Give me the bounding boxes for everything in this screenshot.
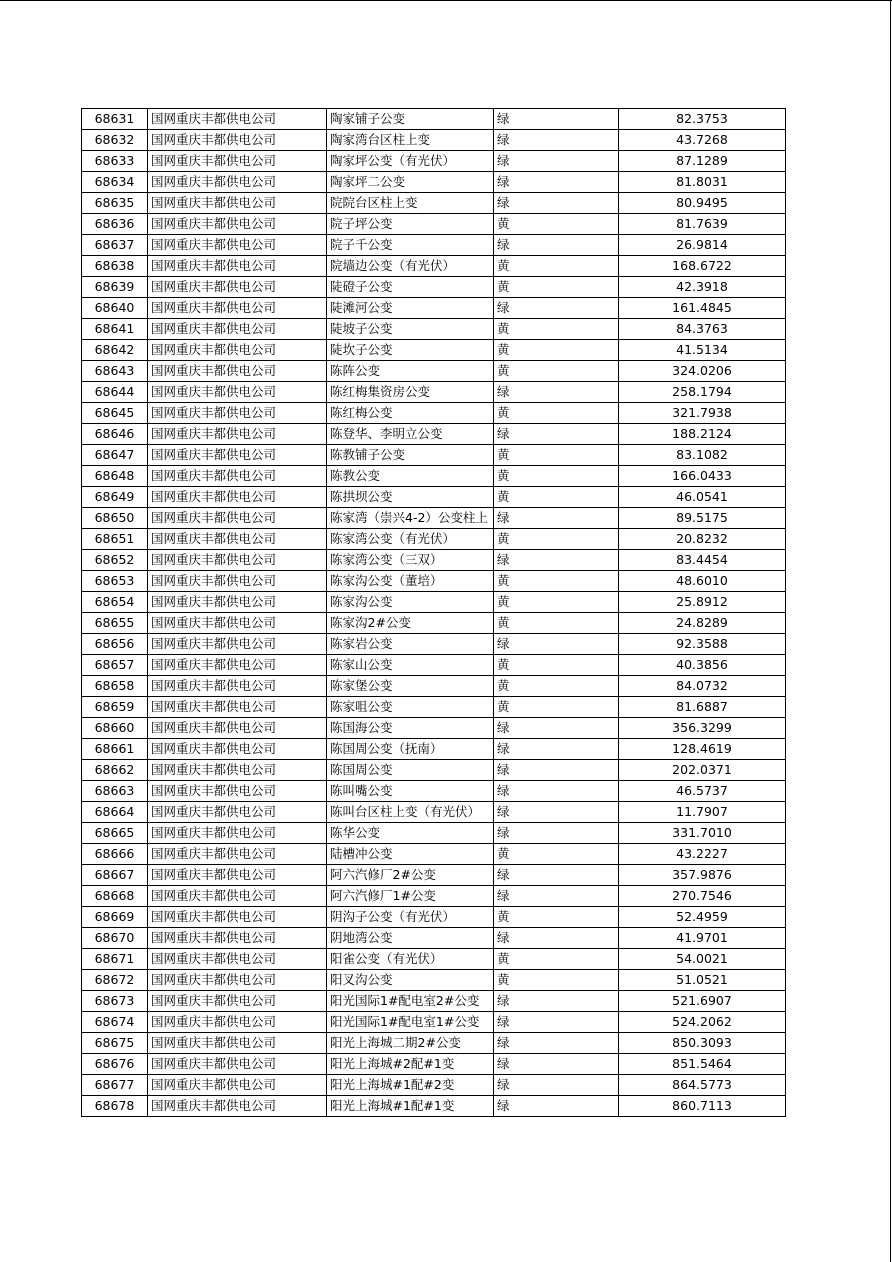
company-cell: 国网重庆丰都供电公司 — [148, 655, 327, 676]
row-id-cell: 68639 — [82, 277, 148, 298]
row-id-cell: 68654 — [82, 592, 148, 613]
value-cell: 188.2124 — [619, 424, 786, 445]
station-name-cell: 陈家湾公变（有光伏） — [327, 529, 494, 550]
status-cell: 黄 — [494, 340, 619, 361]
status-cell: 绿 — [494, 928, 619, 949]
station-name-cell: 陡磴子公变 — [327, 277, 494, 298]
table-row — [82, 550, 786, 571]
table-row — [82, 844, 786, 865]
station-name-cell: 陶家坪公变（有光伏） — [327, 151, 494, 172]
row-id-cell: 68666 — [82, 844, 148, 865]
station-name-cell: 陈家沟公变 — [327, 592, 494, 613]
value-cell: 80.9495 — [619, 193, 786, 214]
company-cell: 国网重庆丰都供电公司 — [148, 571, 327, 592]
value-cell: 41.9701 — [619, 928, 786, 949]
station-name-cell: 阿六汽修厂2#公变 — [327, 865, 494, 886]
value-cell: 270.7546 — [619, 886, 786, 907]
table-row — [82, 802, 786, 823]
station-name-cell: 陡坎子公变 — [327, 340, 494, 361]
table-row — [82, 613, 786, 634]
company-cell: 国网重庆丰都供电公司 — [148, 697, 327, 718]
status-cell: 绿 — [494, 991, 619, 1012]
value-cell: 42.3918 — [619, 277, 786, 298]
status-cell: 绿 — [494, 823, 619, 844]
row-id-cell: 68673 — [82, 991, 148, 1012]
status-cell: 绿 — [494, 739, 619, 760]
value-cell: 851.5464 — [619, 1054, 786, 1075]
value-cell: 89.5175 — [619, 508, 786, 529]
company-cell: 国网重庆丰都供电公司 — [148, 676, 327, 697]
table-row — [82, 214, 786, 235]
row-id-cell: 68655 — [82, 613, 148, 634]
value-cell: 43.7268 — [619, 130, 786, 151]
station-name-cell: 陡坡子公变 — [327, 319, 494, 340]
value-cell: 20.8232 — [619, 529, 786, 550]
company-cell: 国网重庆丰都供电公司 — [148, 466, 327, 487]
status-cell: 绿 — [494, 508, 619, 529]
table-row — [82, 760, 786, 781]
company-cell: 国网重庆丰都供电公司 — [148, 865, 327, 886]
status-cell: 绿 — [494, 1054, 619, 1075]
company-cell: 国网重庆丰都供电公司 — [148, 886, 327, 907]
status-cell: 绿 — [494, 1075, 619, 1096]
station-name-cell: 阳光国际1#配电室1#公变 — [327, 1012, 494, 1033]
station-name-cell: 陈红梅公变 — [327, 403, 494, 424]
value-cell: 128.4619 — [619, 739, 786, 760]
company-cell: 国网重庆丰都供电公司 — [148, 823, 327, 844]
company-cell: 国网重庆丰都供电公司 — [148, 487, 327, 508]
table-row — [82, 319, 786, 340]
value-cell: 24.8289 — [619, 613, 786, 634]
table-row — [82, 445, 786, 466]
value-cell: 46.5737 — [619, 781, 786, 802]
value-cell: 83.1082 — [619, 445, 786, 466]
status-cell: 绿 — [494, 718, 619, 739]
page-right-border — [890, 0, 891, 1262]
station-name-cell: 陈教铺子公变 — [327, 445, 494, 466]
row-id-cell: 68648 — [82, 466, 148, 487]
status-cell: 绿 — [494, 1033, 619, 1054]
table-body — [82, 109, 786, 1117]
station-name-cell: 阳光上海城二期2#公变 — [327, 1033, 494, 1054]
station-name-cell: 陈家堡公变 — [327, 676, 494, 697]
value-cell: 850.3093 — [619, 1033, 786, 1054]
station-name-cell: 阿六汽修厂1#公变 — [327, 886, 494, 907]
row-id-cell: 68669 — [82, 907, 148, 928]
company-cell: 国网重庆丰都供电公司 — [148, 403, 327, 424]
status-cell: 绿 — [494, 760, 619, 781]
company-cell: 国网重庆丰都供电公司 — [148, 718, 327, 739]
company-cell: 国网重庆丰都供电公司 — [148, 1033, 327, 1054]
station-name-cell: 陈家沟公变（董培） — [327, 571, 494, 592]
value-cell: 324.0206 — [619, 361, 786, 382]
company-cell: 国网重庆丰都供电公司 — [148, 907, 327, 928]
value-cell: 87.1289 — [619, 151, 786, 172]
row-id-cell: 68674 — [82, 1012, 148, 1033]
station-name-cell: 陶家湾台区柱上变 — [327, 130, 494, 151]
station-name-cell: 陈家湾公变（三双） — [327, 550, 494, 571]
status-cell: 绿 — [494, 193, 619, 214]
company-cell: 国网重庆丰都供电公司 — [148, 802, 327, 823]
station-name-cell: 阳光国际1#配电室2#公变 — [327, 991, 494, 1012]
table-row — [82, 697, 786, 718]
table-row — [82, 592, 786, 613]
company-cell: 国网重庆丰都供电公司 — [148, 550, 327, 571]
station-name-cell: 陈家咀公变 — [327, 697, 494, 718]
value-cell: 52.4959 — [619, 907, 786, 928]
station-name-cell: 陶家铺子公变 — [327, 109, 494, 130]
value-cell: 521.6907 — [619, 991, 786, 1012]
status-cell: 绿 — [494, 865, 619, 886]
row-id-cell: 68646 — [82, 424, 148, 445]
row-id-cell: 68641 — [82, 319, 148, 340]
table-row — [82, 781, 786, 802]
table-row — [82, 1096, 786, 1117]
row-id-cell: 68665 — [82, 823, 148, 844]
station-name-cell: 阴地湾公变 — [327, 928, 494, 949]
value-cell: 81.6887 — [619, 697, 786, 718]
value-cell: 92.3588 — [619, 634, 786, 655]
row-id-cell: 68671 — [82, 949, 148, 970]
value-cell: 356.3299 — [619, 718, 786, 739]
value-cell: 82.3753 — [619, 109, 786, 130]
table-row — [82, 487, 786, 508]
row-id-cell: 68643 — [82, 361, 148, 382]
table-row — [82, 298, 786, 319]
status-cell: 绿 — [494, 802, 619, 823]
table-row — [82, 466, 786, 487]
company-cell: 国网重庆丰都供电公司 — [148, 760, 327, 781]
station-name-cell: 陈家岩公变 — [327, 634, 494, 655]
status-cell: 黄 — [494, 361, 619, 382]
row-id-cell: 68659 — [82, 697, 148, 718]
status-cell: 黄 — [494, 256, 619, 277]
station-name-cell: 陈红梅集资房公变 — [327, 382, 494, 403]
station-name-cell: 院院台区柱上变 — [327, 193, 494, 214]
row-id-cell: 68664 — [82, 802, 148, 823]
station-name-cell: 陈国周公变 — [327, 760, 494, 781]
table-row — [82, 340, 786, 361]
status-cell: 绿 — [494, 550, 619, 571]
table-row — [82, 529, 786, 550]
station-name-cell: 阳雀公变（有光伏） — [327, 949, 494, 970]
table-row — [82, 361, 786, 382]
table-row — [82, 151, 786, 172]
table-row — [82, 193, 786, 214]
row-id-cell: 68668 — [82, 886, 148, 907]
station-name-cell: 阳光上海城#1配#1变 — [327, 1096, 494, 1117]
station-name-cell: 阳叉沟公变 — [327, 970, 494, 991]
company-cell: 国网重庆丰都供电公司 — [148, 235, 327, 256]
table-row — [82, 508, 786, 529]
row-id-cell: 68658 — [82, 676, 148, 697]
row-id-cell: 68632 — [82, 130, 148, 151]
table-row — [82, 655, 786, 676]
value-cell: 166.0433 — [619, 466, 786, 487]
company-cell: 国网重庆丰都供电公司 — [148, 928, 327, 949]
company-cell: 国网重庆丰都供电公司 — [148, 592, 327, 613]
row-id-cell: 68649 — [82, 487, 148, 508]
station-name-cell: 院子坪公变 — [327, 214, 494, 235]
table-row — [82, 865, 786, 886]
table-row — [82, 1012, 786, 1033]
row-id-cell: 68661 — [82, 739, 148, 760]
table-row — [82, 382, 786, 403]
row-id-cell: 68651 — [82, 529, 148, 550]
value-cell: 864.5773 — [619, 1075, 786, 1096]
table-row — [82, 928, 786, 949]
company-cell: 国网重庆丰都供电公司 — [148, 781, 327, 802]
status-cell: 黄 — [494, 214, 619, 235]
status-cell: 绿 — [494, 634, 619, 655]
row-id-cell: 68647 — [82, 445, 148, 466]
company-cell: 国网重庆丰都供电公司 — [148, 382, 327, 403]
row-id-cell: 68636 — [82, 214, 148, 235]
table-row — [82, 277, 786, 298]
station-name-cell: 院墙边公变（有光伏） — [327, 256, 494, 277]
company-cell: 国网重庆丰都供电公司 — [148, 970, 327, 991]
table-row — [82, 823, 786, 844]
table-row — [82, 109, 786, 130]
station-name-cell: 阳光上海城#2配#1变 — [327, 1054, 494, 1075]
row-id-cell: 68640 — [82, 298, 148, 319]
company-cell: 国网重庆丰都供电公司 — [148, 193, 327, 214]
value-cell: 161.4845 — [619, 298, 786, 319]
row-id-cell: 68662 — [82, 760, 148, 781]
company-cell: 国网重庆丰都供电公司 — [148, 109, 327, 130]
table-row — [82, 1075, 786, 1096]
company-cell: 国网重庆丰都供电公司 — [148, 949, 327, 970]
company-cell: 国网重庆丰都供电公司 — [148, 1054, 327, 1075]
status-cell: 黄 — [494, 655, 619, 676]
table-row — [82, 907, 786, 928]
company-cell: 国网重庆丰都供电公司 — [148, 529, 327, 550]
value-cell: 25.8912 — [619, 592, 786, 613]
company-cell: 国网重庆丰都供电公司 — [148, 172, 327, 193]
value-cell: 54.0021 — [619, 949, 786, 970]
table-row — [82, 886, 786, 907]
table-row — [82, 172, 786, 193]
company-cell: 国网重庆丰都供电公司 — [148, 277, 327, 298]
status-cell: 绿 — [494, 382, 619, 403]
status-cell: 黄 — [494, 613, 619, 634]
company-cell: 国网重庆丰都供电公司 — [148, 1096, 327, 1117]
status-cell: 绿 — [494, 172, 619, 193]
table-row — [82, 235, 786, 256]
status-cell: 黄 — [494, 487, 619, 508]
row-id-cell: 68663 — [82, 781, 148, 802]
station-name-cell: 院子千公变 — [327, 235, 494, 256]
company-cell: 国网重庆丰都供电公司 — [148, 319, 327, 340]
station-name-cell: 陈家沟2#公变 — [327, 613, 494, 634]
status-cell: 黄 — [494, 445, 619, 466]
company-cell: 国网重庆丰都供电公司 — [148, 340, 327, 361]
company-cell: 国网重庆丰都供电公司 — [148, 613, 327, 634]
company-cell: 国网重庆丰都供电公司 — [148, 424, 327, 445]
company-cell: 国网重庆丰都供电公司 — [148, 634, 327, 655]
table-row — [82, 718, 786, 739]
row-id-cell: 68660 — [82, 718, 148, 739]
company-cell: 国网重庆丰都供电公司 — [148, 151, 327, 172]
value-cell: 43.2227 — [619, 844, 786, 865]
status-cell: 绿 — [494, 235, 619, 256]
status-cell: 绿 — [494, 1012, 619, 1033]
company-cell: 国网重庆丰都供电公司 — [148, 508, 327, 529]
table-row — [82, 949, 786, 970]
table-row — [82, 739, 786, 760]
station-name-cell: 陈国周公变（抚南） — [327, 739, 494, 760]
station-name-cell: 陆槽冲公变 — [327, 844, 494, 865]
value-cell: 357.9876 — [619, 865, 786, 886]
value-cell: 321.7938 — [619, 403, 786, 424]
status-cell: 黄 — [494, 949, 619, 970]
row-id-cell: 68657 — [82, 655, 148, 676]
row-id-cell: 68677 — [82, 1075, 148, 1096]
row-id-cell: 68678 — [82, 1096, 148, 1117]
status-cell: 黄 — [494, 676, 619, 697]
status-cell: 绿 — [494, 109, 619, 130]
table-row — [82, 130, 786, 151]
value-cell: 84.0732 — [619, 676, 786, 697]
value-cell: 84.3763 — [619, 319, 786, 340]
company-cell: 国网重庆丰都供电公司 — [148, 445, 327, 466]
table-row — [82, 256, 786, 277]
row-id-cell: 68638 — [82, 256, 148, 277]
row-id-cell: 68653 — [82, 571, 148, 592]
value-cell: 202.0371 — [619, 760, 786, 781]
company-cell: 国网重庆丰都供电公司 — [148, 1075, 327, 1096]
station-name-cell: 陈国海公变 — [327, 718, 494, 739]
station-name-cell: 陈叫台区柱上变（有光伏） — [327, 802, 494, 823]
table-row — [82, 991, 786, 1012]
status-cell: 黄 — [494, 907, 619, 928]
station-name-cell: 陶家坪二公变 — [327, 172, 494, 193]
status-cell: 黄 — [494, 844, 619, 865]
row-id-cell: 68634 — [82, 172, 148, 193]
status-cell: 黄 — [494, 277, 619, 298]
value-cell: 51.0521 — [619, 970, 786, 991]
status-cell: 黄 — [494, 970, 619, 991]
value-cell: 26.9814 — [619, 235, 786, 256]
station-name-cell: 陈家山公变 — [327, 655, 494, 676]
table-row — [82, 634, 786, 655]
value-cell: 11.7907 — [619, 802, 786, 823]
value-cell: 83.4454 — [619, 550, 786, 571]
station-name-cell: 陈叫嘴公变 — [327, 781, 494, 802]
row-id-cell: 68642 — [82, 340, 148, 361]
row-id-cell: 68633 — [82, 151, 148, 172]
value-cell: 46.0541 — [619, 487, 786, 508]
status-cell: 黄 — [494, 697, 619, 718]
company-cell: 国网重庆丰都供电公司 — [148, 298, 327, 319]
station-name-cell: 阳光上海城#1配#2变 — [327, 1075, 494, 1096]
status-cell: 绿 — [494, 886, 619, 907]
page-top-border — [0, 0, 892, 1]
station-name-cell: 陈拱坝公变 — [327, 487, 494, 508]
value-cell: 81.8031 — [619, 172, 786, 193]
row-id-cell: 68667 — [82, 865, 148, 886]
table-row — [82, 1033, 786, 1054]
company-cell: 国网重庆丰都供电公司 — [148, 256, 327, 277]
value-cell: 524.2062 — [619, 1012, 786, 1033]
status-cell: 黄 — [494, 571, 619, 592]
value-cell: 258.1794 — [619, 382, 786, 403]
company-cell: 国网重庆丰都供电公司 — [148, 130, 327, 151]
value-cell: 331.7010 — [619, 823, 786, 844]
table-row — [82, 676, 786, 697]
status-cell: 绿 — [494, 151, 619, 172]
value-cell: 860.7113 — [619, 1096, 786, 1117]
row-id-cell: 68631 — [82, 109, 148, 130]
company-cell: 国网重庆丰都供电公司 — [148, 844, 327, 865]
row-id-cell: 68675 — [82, 1033, 148, 1054]
data-table — [81, 108, 786, 1117]
status-cell: 黄 — [494, 319, 619, 340]
status-cell: 黄 — [494, 529, 619, 550]
status-cell: 绿 — [494, 130, 619, 151]
table-row — [82, 970, 786, 991]
value-cell: 48.6010 — [619, 571, 786, 592]
row-id-cell: 68656 — [82, 634, 148, 655]
row-id-cell: 68650 — [82, 508, 148, 529]
row-id-cell: 68652 — [82, 550, 148, 571]
row-id-cell: 68672 — [82, 970, 148, 991]
row-id-cell: 68670 — [82, 928, 148, 949]
value-cell: 40.3856 — [619, 655, 786, 676]
row-id-cell: 68637 — [82, 235, 148, 256]
station-name-cell: 陈登华、李明立公变 — [327, 424, 494, 445]
table-row — [82, 571, 786, 592]
status-cell: 绿 — [494, 424, 619, 445]
station-name-cell: 陈华公变 — [327, 823, 494, 844]
company-cell: 国网重庆丰都供电公司 — [148, 214, 327, 235]
station-name-cell: 陡滩河公变 — [327, 298, 494, 319]
status-cell: 绿 — [494, 298, 619, 319]
station-name-cell: 阴沟子公变（有光伏） — [327, 907, 494, 928]
company-cell: 国网重庆丰都供电公司 — [148, 361, 327, 382]
table-row — [82, 403, 786, 424]
value-cell: 168.6722 — [619, 256, 786, 277]
station-name-cell: 陈教公变 — [327, 466, 494, 487]
value-cell: 41.5134 — [619, 340, 786, 361]
company-cell: 国网重庆丰都供电公司 — [148, 739, 327, 760]
row-id-cell: 68676 — [82, 1054, 148, 1075]
status-cell: 黄 — [494, 466, 619, 487]
status-cell: 黄 — [494, 403, 619, 424]
station-name-cell: 陈家湾（崇兴4-2）公变柱上 — [327, 508, 494, 529]
table-row — [82, 1054, 786, 1075]
row-id-cell: 68635 — [82, 193, 148, 214]
table-row — [82, 424, 786, 445]
status-cell: 绿 — [494, 781, 619, 802]
station-name-cell: 陈阵公变 — [327, 361, 494, 382]
company-cell: 国网重庆丰都供电公司 — [148, 1012, 327, 1033]
status-cell: 绿 — [494, 1096, 619, 1117]
row-id-cell: 68644 — [82, 382, 148, 403]
company-cell: 国网重庆丰都供电公司 — [148, 991, 327, 1012]
status-cell: 黄 — [494, 592, 619, 613]
value-cell: 81.7639 — [619, 214, 786, 235]
row-id-cell: 68645 — [82, 403, 148, 424]
